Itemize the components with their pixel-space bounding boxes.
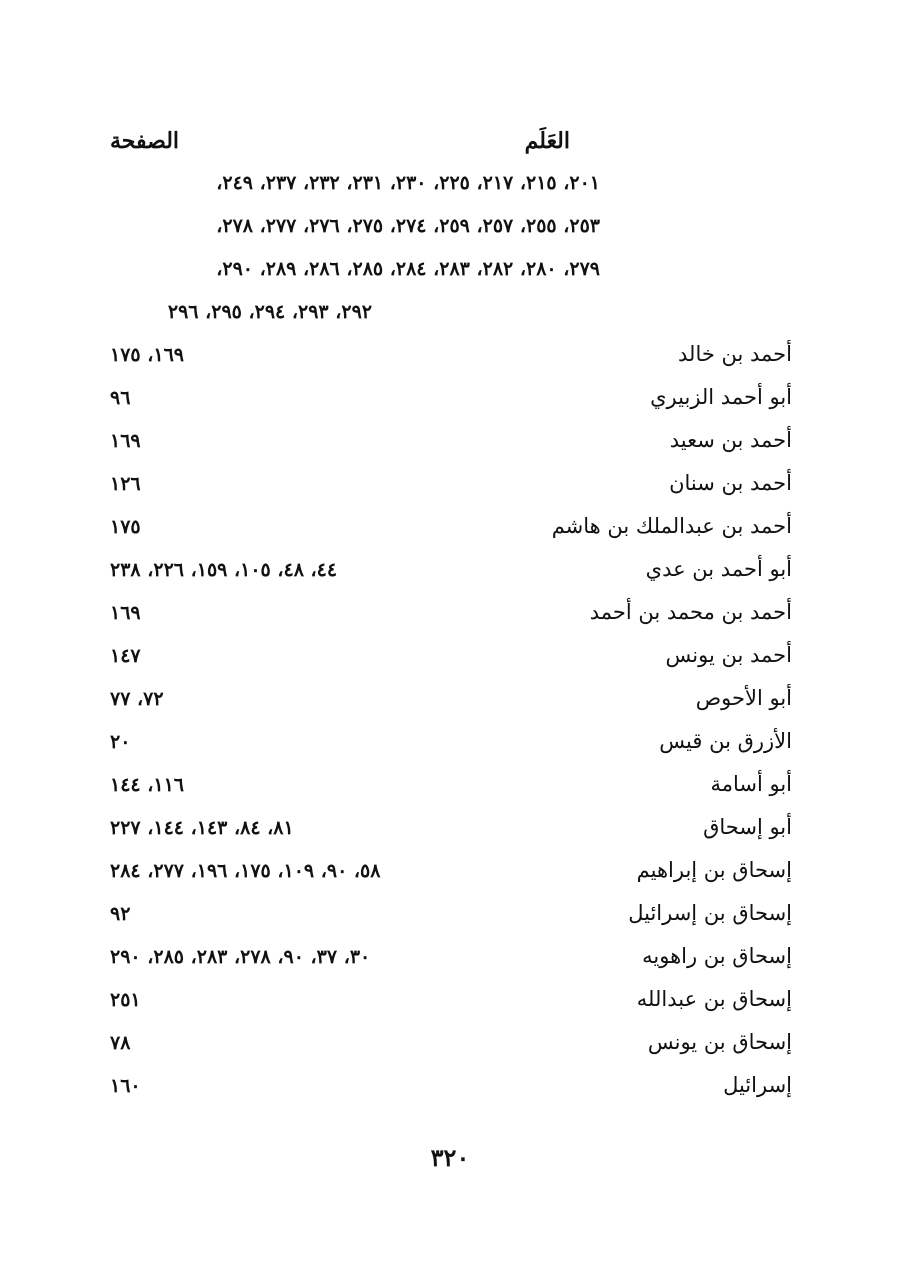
entry-pages: ٧٢، ٧٧ <box>110 688 164 710</box>
index-entry <box>110 643 792 679</box>
index-entry <box>110 987 792 1023</box>
entry-name: إسحاق بن إبراهيم <box>636 858 792 882</box>
entry-pages: ٩٢ <box>110 903 131 925</box>
entry-name: الأزرق بن قيس <box>659 729 792 753</box>
entry-pages: ٤٤، ٤٨، ١٠٥، ١٥٩، ٢٢٦، ٢٣٨ <box>110 559 338 581</box>
entry-name: أحمد بن محمد بن أحمد <box>589 600 792 624</box>
index-entry <box>110 1073 792 1109</box>
entry-pages: ١٧٥ <box>110 516 141 538</box>
entry-pages: ١٢٦ <box>110 473 141 495</box>
entry-name: أبو إسحاق <box>703 815 792 839</box>
entry-pages: ٣٠، ٣٧، ٩٠، ٢٧٨، ٢٨٣، ٢٨٥، ٢٩٠ <box>110 946 371 968</box>
index-header <box>110 128 800 162</box>
name-column-heading: العَلَم <box>524 128 570 154</box>
entry-pages: ٢٥١ <box>110 989 141 1011</box>
entry-name: إسحاق بن عبدالله <box>636 987 792 1011</box>
entry-pages: ٩٦ <box>110 387 131 409</box>
entry-name: أحمد بن سعيد <box>669 428 792 452</box>
index-entry <box>110 944 792 980</box>
index-entry <box>110 686 792 722</box>
entry-pages: ١٦٩، ١٧٥ <box>110 344 184 366</box>
entry-name: أحمد بن عبدالملك بن هاشم <box>551 514 792 538</box>
continuation-line: ٢٥٣، ٢٥٥، ٢٥٧، ٢٥٩، ٢٧٤، ٢٧٥، ٢٧٦، ٢٧٧، ٢٧٨، <box>216 215 600 237</box>
index-entry <box>110 514 792 550</box>
index-entry <box>110 557 792 593</box>
entry-name: إسحاق بن إسرائيل <box>628 901 792 925</box>
entry-name: أحمد بن خالد <box>678 342 792 366</box>
index-entry <box>110 815 792 851</box>
entry-name: إسرائيل <box>723 1073 792 1097</box>
index-entry <box>110 729 792 765</box>
entry-name: أحمد بن يونس <box>665 643 792 667</box>
continuation-line: ٢٠١، ٢١٥، ٢١٧، ٢٢٥، ٢٣٠، ٢٣١، ٢٣٢، ٢٣٧، ٢٤٩، <box>216 172 600 194</box>
entry-name: إسحاق بن راهويه <box>642 944 792 968</box>
entry-pages: ١١٦، ١٤٤ <box>110 774 184 796</box>
index-entry <box>110 600 792 636</box>
continuation-line: ٢٩٢، ٢٩٣، ٢٩٤، ٢٩٥، ٢٩٦ <box>167 301 372 323</box>
page-column-heading: الصفحة <box>110 128 180 154</box>
entry-pages: ١٦٩ <box>110 430 141 452</box>
index-entry <box>110 342 792 378</box>
index-entry <box>110 428 792 464</box>
index-entry <box>110 471 792 507</box>
entry-name: إسحاق بن يونس <box>647 1030 792 1054</box>
entry-name: أحمد بن سنان <box>669 471 792 495</box>
entry-pages: ١٤٧ <box>110 645 141 667</box>
index-entry <box>110 1030 792 1066</box>
entry-name: أبو أحمد بن عدي <box>645 557 792 581</box>
entry-pages: ٨١، ٨٤، ١٤٣، ١٤٤، ٢٢٧ <box>110 817 294 839</box>
index-entry <box>110 772 792 808</box>
entry-pages: ١٦٠ <box>110 1075 141 1097</box>
entry-pages: ٧٨ <box>110 1032 131 1054</box>
continuation-line: ٢٧٩، ٢٨٠، ٢٨٢، ٢٨٣، ٢٨٤، ٢٨٥، ٢٨٦، ٢٨٩، ٢٩٠، <box>216 258 600 280</box>
page-number: ٣٢٠ <box>430 1143 470 1172</box>
entry-pages: ٢٠ <box>110 731 131 753</box>
entry-pages: ٥٨، ٩٠، ١٠٩، ١٧٥، ١٩٦، ٢٧٧، ٢٨٤ <box>110 860 381 882</box>
index-entry <box>110 858 792 894</box>
index-entry <box>110 901 792 937</box>
entry-pages: ١٦٩ <box>110 602 141 624</box>
entry-name: أبو أسامة <box>710 772 792 796</box>
entry-name: أبو الأحوص <box>695 686 792 710</box>
entry-name: أبو أحمد الزبيري <box>650 385 792 409</box>
index-entry <box>110 385 792 421</box>
